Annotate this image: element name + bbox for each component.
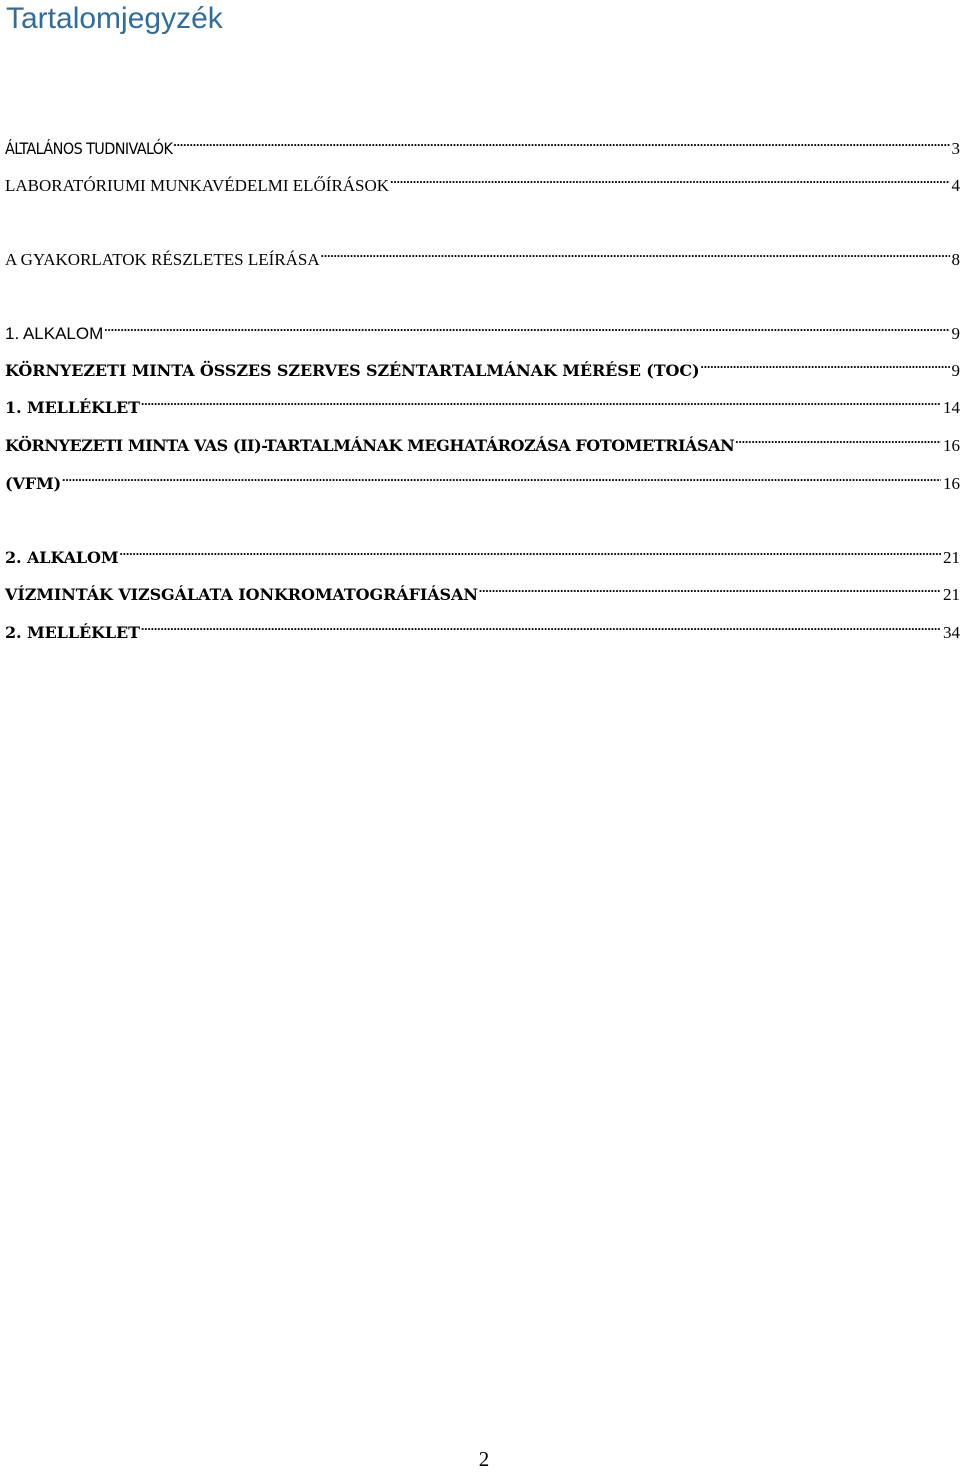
toc-entry-label: LABORATÓRIUMI MUNKAVÉDELMI ELŐÍRÁSOK: [5, 174, 389, 198]
toc-entry-page-number: 9: [952, 359, 960, 383]
toc-entry-label: 2. ALKALOM: [5, 546, 119, 570]
toc-entry-1-alkalom[interactable]: [5, 315, 960, 339]
toc-entry-vfm[interactable]: [5, 465, 960, 489]
dot-leader: [321, 241, 950, 265]
toc-entry-label: A GYAKORLATOK RÉSZLETES LEÍRÁSA: [5, 248, 320, 272]
toc-entry-toc-meres[interactable]: [5, 352, 960, 376]
toc-entry-label: VÍZMINTÁK VIZSGÁLATA IONKROMATOGRÁFIÁSAN: [5, 583, 478, 607]
dot-leader: [120, 539, 941, 563]
toc-entry-page-number: 34: [943, 621, 960, 645]
toc-entry-label: KÖRNYEZETI MINTA VAS (II)-TARTALMÁNAK MEGHATÁROZÁSA FOTOMETRIÁSAN: [5, 434, 734, 458]
toc-entry-2-melleklet[interactable]: [5, 614, 960, 638]
toc-entry-page-number: 21: [943, 546, 960, 570]
toc-entry-page-number: 16: [943, 472, 960, 496]
toc-entry-gyakorlatok-leirasa[interactable]: [5, 241, 960, 265]
toc-entry-page-number: 8: [952, 248, 960, 272]
toc-entry-label: (VFM): [5, 472, 61, 496]
toc-entry-page-number: 4: [952, 174, 960, 198]
page-title: Tartalomjegyzék: [6, 0, 223, 38]
toc-entry-label: ÁLTALÁNOS TUDNIVALÓK: [5, 137, 172, 161]
toc-entry-2-alkalom[interactable]: [5, 539, 960, 563]
toc-entry-laboratoriumi-munkavedelmi[interactable]: [5, 167, 960, 191]
dot-leader: [62, 465, 941, 489]
footer-page-number: 2: [4, 1446, 960, 1472]
toc-entry-label: 1. MELLÉKLET: [5, 396, 140, 420]
toc-entry-label: KÖRNYEZETI MINTA ÖSSZES SZERVES SZÉNTARTALMÁNAK MÉRÉSE (TOC): [5, 359, 700, 383]
toc-entry-label: 1. ALKALOM: [5, 322, 103, 346]
toc-entry-vizmintak[interactable]: [5, 576, 960, 600]
toc-entry-page-number: 21: [943, 583, 960, 607]
dot-leader: [141, 614, 941, 638]
dot-leader: [173, 130, 949, 154]
toc-entry-page-number: 16: [943, 434, 960, 458]
toc-entry-vas-meghatarozas[interactable]: [5, 427, 960, 451]
table-of-contents: [5, 0, 960, 700]
toc-entry-page-number: 14: [943, 396, 960, 420]
dot-leader: [104, 315, 949, 339]
dot-leader: [479, 576, 941, 600]
dot-leader: [701, 352, 950, 376]
toc-entry-1-melleklet[interactable]: [5, 389, 960, 413]
dot-leader: [735, 427, 941, 451]
toc-entry-page-number: 9: [952, 322, 960, 346]
dot-leader: [141, 389, 941, 413]
dot-leader: [390, 167, 949, 191]
toc-entry-altalanos-tudnivalok[interactable]: [5, 130, 960, 154]
toc-entry-label: 2. MELLÉKLET: [5, 621, 140, 645]
toc-entry-page-number: 3: [952, 137, 960, 161]
